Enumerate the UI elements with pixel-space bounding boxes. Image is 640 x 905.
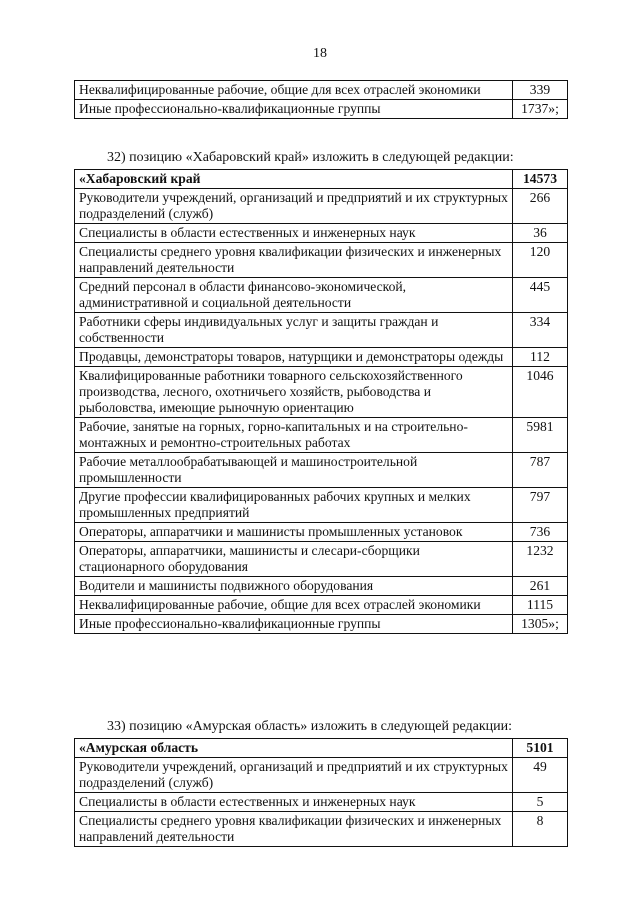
table-row: [75, 488, 568, 523]
occupation-value: 1046: [513, 367, 568, 418]
table-row: [75, 81, 568, 100]
table-header-row: [75, 170, 568, 189]
occupation-name: Специалисты среднего уровня квалификации физических и инженерных направлений деятельности: [75, 243, 513, 278]
table-row: [75, 243, 568, 278]
occupation-value: 787: [513, 453, 568, 488]
occupation-value: 736: [513, 523, 568, 542]
occupation-name: Водители и машинисты подвижного оборудования: [75, 577, 513, 596]
region-total: 14573: [513, 170, 568, 189]
table-row: [75, 278, 568, 313]
occupation-name: Неквалифицированные рабочие, общие для всех отраслей экономики: [75, 596, 513, 615]
occupation-value: 112: [513, 348, 568, 367]
occupation-value: 8: [513, 812, 568, 847]
occupation-value: 1115: [513, 596, 568, 615]
table-row: [75, 313, 568, 348]
table-row: [75, 189, 568, 224]
occupation-name: Операторы, аппаратчики и машинисты промышленных установок: [75, 523, 513, 542]
table-row: [75, 453, 568, 488]
occupation-value: 339: [513, 81, 568, 100]
occupation-value: 445: [513, 278, 568, 313]
occupation-name: Рабочие, занятые на горных, горно-капитальных и на строительно-монтажных и ремонтно-строительных работах: [75, 418, 513, 453]
table-row: [75, 758, 568, 793]
occupation-value: 5981: [513, 418, 568, 453]
region-total: 5101: [513, 739, 568, 758]
top-table-body: [75, 81, 568, 119]
occupation-name: Иные профессионально-квалификационные группы: [75, 615, 513, 634]
table-row: [75, 224, 568, 243]
occupation-value: 1232: [513, 542, 568, 577]
occupation-name: Руководители учреждений, организаций и предприятий и их структурных подразделений (служб): [75, 758, 513, 793]
amur-table: [74, 738, 568, 847]
occupation-name: Специалисты в области естественных и инженерных наук: [75, 224, 513, 243]
occupation-name: Работники сферы индивидуальных услуг и защиты граждан и собственности: [75, 313, 513, 348]
occupation-value: 334: [513, 313, 568, 348]
table-row: [75, 812, 568, 847]
region-name: «Хабаровский край: [75, 170, 513, 189]
occupation-name: Операторы, аппаратчики, машинисты и слесари-сборщики стационарного оборудования: [75, 542, 513, 577]
occupation-value: 1305»;: [513, 615, 568, 634]
table-header-row: [75, 739, 568, 758]
occupation-name: Другие профессии квалифицированных рабочих крупных и мелких промышленных предприятий: [75, 488, 513, 523]
section-33-intro: 33) позицию «Амурская область» изложить в следующей редакции:: [107, 719, 513, 734]
occupation-value: 1737»;: [513, 100, 568, 119]
table-row: [75, 523, 568, 542]
table-row: [75, 367, 568, 418]
table-row: [75, 596, 568, 615]
table-row: [75, 418, 568, 453]
occupation-value: 120: [513, 243, 568, 278]
page-number: 18: [313, 46, 327, 61]
amur-table-body: [75, 739, 568, 847]
occupation-value: 266: [513, 189, 568, 224]
table-row: [75, 542, 568, 577]
table-row: [75, 577, 568, 596]
occupation-name: Рабочие металлообрабатывающей и машиностроительной промышленности: [75, 453, 513, 488]
khabarovsk-table-body: [75, 170, 568, 634]
table-row: [75, 348, 568, 367]
occupation-name: Продавцы, демонстраторы товаров, натурщики и демонстраторы одежды: [75, 348, 513, 367]
table-row: [75, 793, 568, 812]
occupation-value: 5: [513, 793, 568, 812]
region-name: «Амурская область: [75, 739, 513, 758]
khabarovsk-table: [74, 169, 568, 634]
occupation-value: 36: [513, 224, 568, 243]
section-32-intro: 32) позицию «Хабаровский край» изложить в следующей редакции:: [107, 150, 514, 165]
occupation-value: 797: [513, 488, 568, 523]
occupation-name: Иные профессионально-квалификационные группы: [75, 100, 513, 119]
occupation-name: Средний персонал в области финансово-экономической, административной и социальной деятельности: [75, 278, 513, 313]
occupation-name: Руководители учреждений, организаций и предприятий и их структурных подразделений (служб): [75, 189, 513, 224]
occupation-name: Квалифицированные работники товарного сельскохозяйственного производства, лесного, охотничьего хозяйств, рыбоводства и рыболовства, имеющие рыночную ориентацию: [75, 367, 513, 418]
occupation-value: 49: [513, 758, 568, 793]
occupation-name: Неквалифицированные рабочие, общие для всех отраслей экономики: [75, 81, 513, 100]
occupation-name: Специалисты среднего уровня квалификации физических и инженерных направлений деятельности: [75, 812, 513, 847]
table-row: [75, 100, 568, 119]
occupation-value: 261: [513, 577, 568, 596]
table-row: [75, 615, 568, 634]
top-table: [74, 80, 568, 119]
occupation-name: Специалисты в области естественных и инженерных наук: [75, 793, 513, 812]
